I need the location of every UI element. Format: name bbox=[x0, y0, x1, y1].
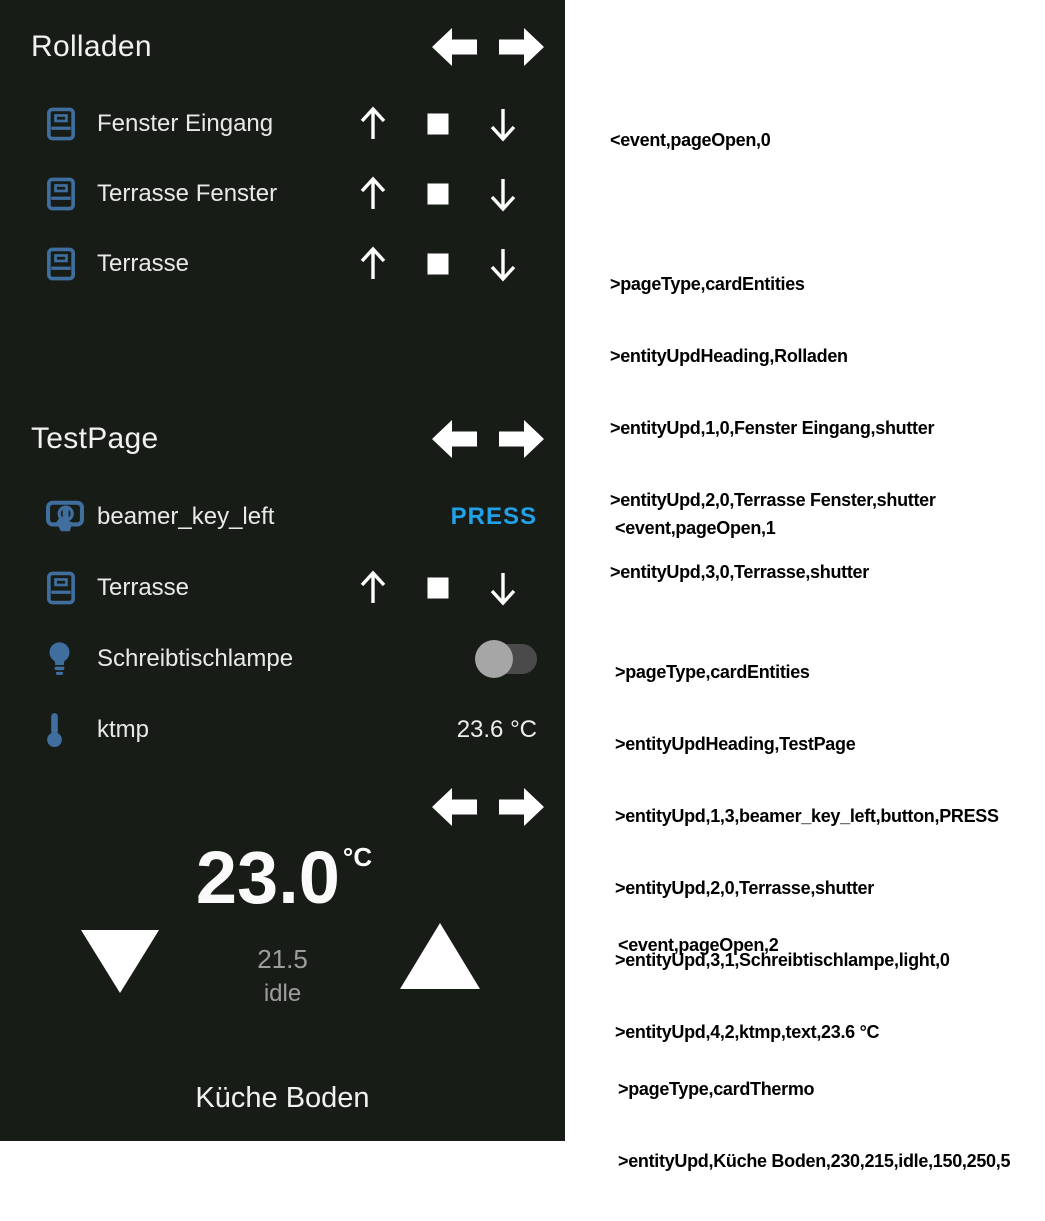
shutter-down-button[interactable] bbox=[486, 569, 520, 607]
temp-up-button[interactable] bbox=[400, 923, 480, 989]
page-prev-button[interactable] bbox=[432, 28, 477, 66]
page-navigation bbox=[432, 420, 544, 458]
shutter-up-button[interactable] bbox=[356, 105, 390, 143]
annotation-line: >entityUpd,3,0,Terrasse,shutter bbox=[610, 562, 869, 582]
temp-down-button[interactable] bbox=[81, 930, 159, 993]
entity-row bbox=[0, 694, 565, 765]
shutter-up-button[interactable] bbox=[356, 175, 390, 213]
target-temperature: 21.5 bbox=[257, 944, 308, 974]
entity-rows bbox=[0, 481, 565, 765]
annotation-line: >entityUpd,3,1,Schreibtischlampe,light,0 bbox=[615, 950, 950, 970]
card-thermo-kueche-boden bbox=[0, 760, 565, 1141]
shutter-down-button[interactable] bbox=[486, 245, 520, 283]
temperature-unit: °C bbox=[342, 842, 373, 872]
annotation-line: <event,pageOpen,1 bbox=[615, 518, 776, 538]
entity-row bbox=[0, 159, 565, 229]
entity-row bbox=[0, 623, 565, 694]
entity-name: Terrasse bbox=[97, 573, 190, 601]
stop-icon bbox=[428, 254, 449, 275]
gesture-tap-button-icon bbox=[46, 500, 84, 534]
stop-icon bbox=[428, 114, 449, 135]
page-navigation bbox=[432, 788, 544, 826]
annotation-line: <event,pageOpen,0 bbox=[610, 130, 771, 150]
entity-name: Schreibtischlampe bbox=[97, 644, 294, 672]
shutter-down-button[interactable] bbox=[486, 105, 520, 143]
shutter-up-button[interactable] bbox=[356, 245, 390, 283]
entity-name: Fenster Eingang bbox=[97, 110, 274, 137]
page-title: Rolladen bbox=[31, 30, 152, 63]
page-title: TestPage bbox=[31, 422, 159, 455]
page-prev-button[interactable] bbox=[432, 788, 477, 826]
annotation-line: >entityUpd,Küche Boden,230,215,idle,150,250,5 bbox=[618, 1151, 1011, 1171]
entity-row bbox=[0, 481, 565, 552]
entity-name: beamer_key_left bbox=[97, 502, 275, 530]
window-shutter-icon bbox=[46, 247, 76, 281]
annotation-line: >pageType,cardEntities bbox=[615, 662, 810, 682]
shutter-stop-button[interactable] bbox=[428, 184, 449, 205]
annotation-line: >entityUpdHeading,Rolladen bbox=[610, 346, 848, 366]
annotation-line: >entityUpd,4,2,ktmp,text,23.6 °C bbox=[615, 1022, 880, 1042]
shutter-stop-button[interactable] bbox=[428, 577, 449, 598]
light-toggle[interactable] bbox=[480, 644, 537, 674]
page-navigation bbox=[432, 28, 544, 66]
entity-name: Terrasse bbox=[97, 250, 190, 277]
entity-row bbox=[0, 229, 565, 299]
protocol-annotation-page2 bbox=[618, 885, 1010, 1221]
annotation-line: >pageType,cardThermo bbox=[618, 1079, 815, 1099]
annotation-line: >pageType,cardEntities bbox=[610, 274, 805, 294]
page-prev-button[interactable] bbox=[432, 420, 477, 458]
window-shutter-icon bbox=[46, 177, 76, 211]
annotation-line: <event,pageOpen,2 bbox=[618, 935, 779, 955]
thermometer-icon bbox=[46, 712, 63, 748]
press-button[interactable]: PRESS bbox=[450, 502, 537, 530]
entity-rows bbox=[0, 89, 565, 299]
window-shutter-icon bbox=[46, 571, 76, 605]
shutter-up-button[interactable] bbox=[356, 569, 390, 607]
annotation-line: >entityUpd,2,0,Terrasse,shutter bbox=[615, 878, 874, 898]
entity-name: Terrasse Fenster bbox=[97, 180, 278, 207]
shutter-stop-button[interactable] bbox=[428, 114, 449, 135]
annotation-line bbox=[610, 200, 936, 224]
page-next-button[interactable] bbox=[499, 28, 544, 66]
card-entities-rolladen bbox=[0, 0, 565, 392]
thermostat-name: Küche Boden bbox=[195, 1082, 370, 1114]
toggle-knob bbox=[475, 640, 513, 678]
page-next-button[interactable] bbox=[499, 788, 544, 826]
window-shutter-icon bbox=[46, 107, 76, 141]
hvac-state: idle bbox=[263, 980, 302, 1007]
stop-icon bbox=[428, 184, 449, 205]
entity-row bbox=[0, 552, 565, 623]
annotation-line: >entityUpd,1,0,Fenster Eingang,shutter bbox=[610, 418, 935, 438]
shutter-down-button[interactable] bbox=[486, 175, 520, 213]
stop-icon bbox=[428, 577, 449, 598]
entity-name: ktmp bbox=[97, 715, 150, 743]
page-next-button[interactable] bbox=[499, 420, 544, 458]
shutter-stop-button[interactable] bbox=[428, 254, 449, 275]
entity-row bbox=[0, 89, 565, 159]
annotation-line bbox=[618, 1005, 1010, 1029]
current-temperature bbox=[0, 836, 565, 919]
annotation-line: >entityUpd,2,0,Terrasse Fenster,shutter bbox=[610, 490, 936, 510]
lightbulb-icon bbox=[46, 641, 73, 677]
card-entities-testpage bbox=[0, 392, 565, 760]
sensor-value: 23.6 °C bbox=[456, 715, 537, 743]
current-temperature-value: 23.0 bbox=[195, 836, 340, 919]
annotation-line: >entityUpdHeading,TestPage bbox=[615, 734, 856, 754]
annotation-line bbox=[615, 588, 999, 612]
annotation-line: >entityUpd,1,3,beamer_key_left,button,PRESS bbox=[615, 806, 999, 826]
